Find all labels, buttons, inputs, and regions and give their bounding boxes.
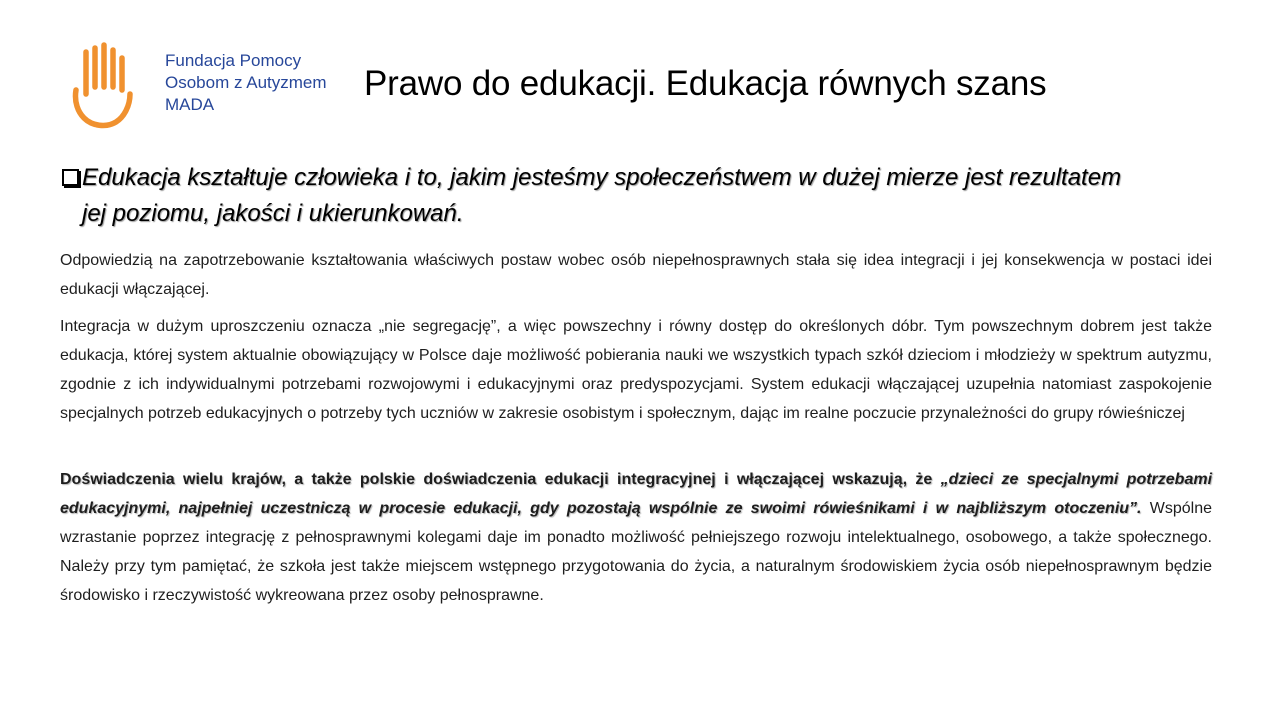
paragraph-3-rest: Wspólne wzrastanie poprzez integrację z pełnosprawnymi kolegami daje im ponadto możliwość pełniejszego rozwoju intelektualnego, osobowego, a także społecznego. Należy przy tym pamiętać, że szkoła jest także miejscem wstępnego przygotowania do życia, a naturalnym środowiskiem życia osób niepełnosprawnym będzie środowisko i rzeczywistość wykreowana przez osoby pełnosprawne.: [60, 500, 1212, 604]
hand-icon: [70, 42, 138, 132]
paragraph-3-quote: „dzieci ze specjalnymi potrzebami edukacyjnymi, najpełniej uczestniczą w procesie edukacji, gdy pozostają wspólnie ze swoimi rówieśnikami i w najbliższym otoczeniu”.: [60, 471, 1213, 517]
foundation-logo: [70, 40, 360, 132]
logo-text: [165, 50, 327, 116]
paragraph-3-bold-lead: Doświadczenia wielu krajów, a także polskie doświadczenia edukacji integracyjnej i włączającej wskazują, że: [60, 471, 941, 488]
logo-line-2: Osobom z Autyzmem: [165, 73, 327, 92]
paragraph-3: [60, 465, 1212, 610]
logo-line-3: MADA: [165, 95, 215, 114]
lead-line-1: Edukacja kształtuje człowieka i to, jakim jesteśmy społeczeństwem w dużej mierze jest rezultatem: [82, 164, 1122, 191]
slide-title: Prawo do edukacji. Edukacja równych szans: [364, 64, 1047, 103]
paragraph-1: Odpowiedzią na zapotrzebowanie kształtowania właściwych postaw wobec osób niepełnosprawnych stała się idea integracji i jej konsekwencja w postaci idei edukacji włączającej.: [60, 252, 1212, 298]
lead-line-2: jej poziomu, jakości i ukierunkowań.: [82, 200, 464, 227]
lead-statement: [60, 160, 1212, 232]
checkbox-bullet-icon: [62, 169, 79, 186]
paragraph-2: Integracja w dużym uproszczeniu oznacza „nie segregację”, a więc powszechny i równy dostęp do określonych dóbr. Tym powszechnym dobrem jest także edukacja, której system aktualnie obowiązujący w Polsce daje możliwość pobierania nauki we wszystkich typach szkół dzieciom i młodzieży w spektrum autyzmu, zgodnie z ich indywidualnymi potrzebami rozwojowymi i edukacyjnymi oraz predyspozycjami. System edukacji włączającej uzupełnia natomiast zaspokojenie specjalnych potrzeb edukacyjnych o potrzeby tych uczniów w zakresie osobistym i społecznym, dając im realne poczucie przynależności do grupy rówieśniczej: [60, 318, 1212, 422]
logo-line-1: Fundacja Pomocy: [165, 51, 302, 70]
